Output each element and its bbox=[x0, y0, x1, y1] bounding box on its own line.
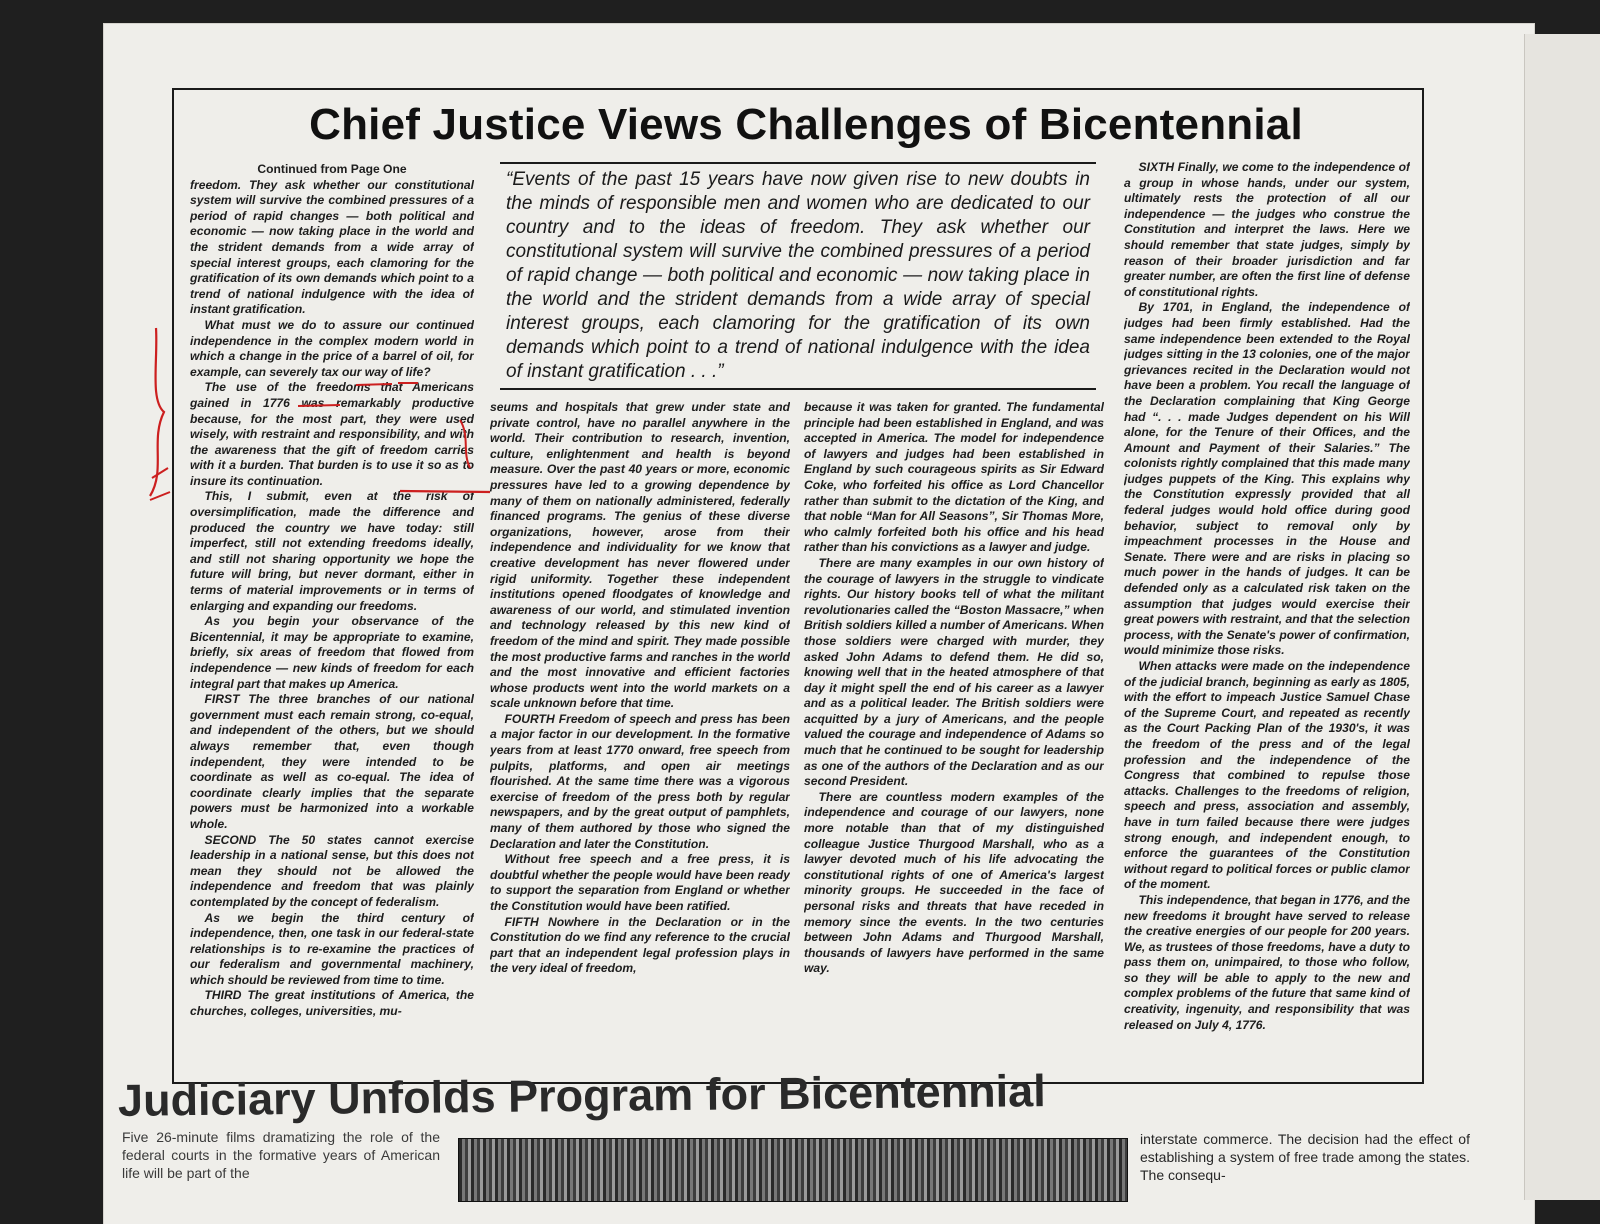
article-headline: Chief Justice Views Challenges of Bicentennial bbox=[309, 100, 1303, 149]
next-article-right-text: interstate commerce. The decision had the effect of establishing a system of free trade among the states. The consequ- bbox=[1140, 1131, 1470, 1183]
paragraph: Without free speech and a free press, it is doubtful whether the people would have been ready to support the separation from England or whether the Constitution would have been ratified. bbox=[490, 852, 790, 913]
paragraph: THIRD The great institutions of America, the churches, colleges, universities, mu- bbox=[190, 988, 474, 1019]
paragraph: As you begin your observance of the Bicentennial, it may be appropriate to examine, briefly, six areas of freedom that flowed from independence — new kinds of freedom for each integral part that makes up America. bbox=[190, 614, 474, 691]
underline-mark bbox=[400, 491, 490, 492]
paragraph: freedom. They ask whether our constitutional system will survive the combined pressures of a period of rapid changes — both political and economic — now taking place in the world and the strident demands from a wide array of special interest groups, each clamoring for the gratification of its own demands which point to a trend of national indulgence with the idea of instant gratification. bbox=[190, 177, 474, 317]
underline-mark bbox=[298, 405, 340, 406]
paragraph: When attacks were made on the independence of the judicial branch, beginning as early as 1805, with the effort to impeach Justice Samuel Chase of the Supreme Court, and repeated as recently as the Court Packing Plan of the 1930's, it was the freedom of the press and of the legal profession and the independence of the Congress that combined to repulse those attacks. Challenges to the freedoms of religion, speech and press, association and assembly, have in turn failed because there were judges strong enough, and independent enough, to enforce the guarantees of the Constitution without regard to political forces or public clamor of the moment. bbox=[1124, 659, 1410, 892]
paragraph: because it was taken for granted. The fundamental principle had been established in England, and was accepted in America. The model for independence of lawyers and judges had been established in England by such courageous spirits as Sir Edward Coke, who forfeited his office as Lord Chancellor rather than submit to the dictation of the King, and that noble “Man for All Seasons”, Sir Thomas More, who calmly forfeited both his office and his head rather than his convictions as a lawyer and judge. bbox=[804, 400, 1104, 555]
next-article-left-text: Five 26-minute films dramatizing the role of the federal courts in the formative years of American life will be part of the bbox=[122, 1129, 440, 1181]
paragraph: This, I submit, even at the risk of oversimplification, made the difference and produced the country we have today: still imperfect, still not extending freedoms ideally, and still not sharing opportunity we hope the future will bring, but never dormant, either in terms of material improvements or in terms of enlarging and expanding our freedoms. bbox=[190, 489, 474, 613]
paragraph: FOURTH Freedom of speech and press has been a major factor in our development. In the formative years from at least 1770 onward, free speech from pulpits, platforms, and open air meetings flourished. At the same time there was a vigorous exercise of freedom of the press both by regular newspapers, and by the great output of pamphlets, many of them authored by those who signed the Declaration and later the Constitution. bbox=[490, 711, 790, 851]
next-article-photo bbox=[458, 1138, 1128, 1202]
paragraph: SECOND The 50 states cannot exercise leadership in a national sense, but this does not mean they should not be allowed the independence and freedom that was plainly contemplated by the concept of federalism. bbox=[190, 832, 474, 909]
paragraph: There are many examples in our own history of the courage of lawyers in the struggle to vindicate rights. Our history books tell of what the militant revolutionaries called the “Boston Massacre,” when British soldiers killed a number of Americans. When those soldiers were charged with murder, they asked John Adams to defend them. He did so, knowing well that in the heated atmosphere of that day it might spell the end of his career as a lawyer and as a political leader. The British soldiers were acquitted by a jury of Americans, and the people valued the courage and independence of Adams so much that he continued to be sought for leadership as one of the authors of the Declaration and as our second President. bbox=[804, 555, 1104, 789]
pull-quote: “Events of the past 15 years have now given rise to new doubts in the minds of responsible men and women who are dedicated to our country and to the ideas of freedom. They ask whether our constitutional system will survive the combined pressures of a period of rapid change — both political and economic — now taking place in the world and the strident demands from a wide array of special interest groups, each clamoring for the gratification of its own demands which point to a trend of national indulgence with the idea of instant gratification . . .” bbox=[500, 162, 1096, 390]
paragraph: FIRST The three branches of our national government must each remain strong, co-equal, and independent of the others, but we should always remember that, even though independent, they were intended to be coordinate as well as co-equal. The idea of coordinate clearly implies that the separate powers must be harmonized into a workable whole. bbox=[190, 692, 474, 831]
paragraph: FIFTH Nowhere in the Declaration or in the Constitution do we find any reference to the crucial part that an independent legal profession plays in the very ideal of freedom, bbox=[490, 914, 790, 976]
paragraph: There are countless modern examples of the independence and courage of our lawyers, none more notable than that of my distinguished colleague Justice Thurgood Marshall, who as a lawyer devoted much of his life advocating the constitutional rights of one of America's largest minority groups. He succeeded in the face of personal risks and threats that have receded in memory since the events. In the two centuries between John Adams and Thurgood Marshall, thousands of lawyers have performed in the same way. bbox=[804, 789, 1104, 976]
margin-tick-mark bbox=[150, 468, 170, 500]
paragraph: By 1701, in England, the independence of judges had been firmly established. Had the same independence been extended to the Royal judges sitting in the 13 colonies, one of the major grievances recited in the Declaration would not have been a problem. You recall the language of the Declaration complaining that King George had “. . . made Judges dependent on his Will alone, for the Tenure of their Offices, and the Amount and Payment of their Salaries.” The colonists rightly complained that this made many judges puppets of the King. This explains why the Constitution expressly provided that all federal judges would hold office during good behavior, subject to removal only by impeachment processes in the House and Senate. There were and are risks in placing so much power in the hands of judges. It can be defended only as a calculated risk taken on the assumption that judges would exercise their great powers with restraint, and that the selection process, with the Senate's power of confirmation, would minimize those risks. bbox=[1124, 300, 1410, 658]
next-article-headline: Judiciary Unfolds Program for Bicentennial bbox=[117, 1065, 1046, 1126]
paragraph: seums and hospitals that grew under state and private control, have no parallel anywhere in the world. Their contribution to research, invention, culture, enlightenment and health is beyond measure. Over the past 40 years or more, economic pressures have led to a growing dependence by many of them on nationally administered, federally financed programs. The genius of these diverse organizations, however, arose from their independence and individuality for we know that creative development has never flowered under rigid uniformity. Together these independent institutions opened floodgates of knowledge and awareness of our world, and stimulated invention and technology released by this new kind of freedom of the mind and spirit. They made possible the most productive farms and ranches in the world and the most innovative and efficient factories whose products went into the world markets on a scale unknown before that time. bbox=[490, 400, 790, 711]
paragraph: What must we do to assure our continued independence in the complex modern world in which a change in the price of a barrel of oil, for example, can severely tax our way of life? bbox=[190, 317, 474, 379]
paragraph: SIXTH Finally, we come to the independence of a group in whose hands, under our system, ultimately rests the protection of all our independence — the judges who construe the Constitution and interpret the laws. Here we should remember that state judges, simply by reason of their broader jurisdiction and far greater number, are often the first line of defense of constitutional rights. bbox=[1124, 160, 1410, 299]
paragraph: This independence, that began in 1776, and the new freedoms it brought have served to release the creative energies of our people for 200 years. We, as trustees of those freedoms, have a duty to pass them on, unimpaired, to those who follow, so they will be able to apply to the new and complex problems of the future that same kind of creativity, ingenuity, and responsibility that was released on July 4, 1776. bbox=[1124, 892, 1410, 1032]
paragraph: As we begin the third century of independence, then, one task in our federal-state relationships is to re-examine the practices of our federalism and governmental machinery, which should be reviewed from time to time. bbox=[190, 910, 474, 987]
paragraph: The use of the freedoms that Americans gained in 1776 was remarkably productive because, for the most part, they were used wisely, with restraint and responsibility, and with the awareness that the gift of freedom carries with it a burden. That burden is to use it so as to insure its continuation. bbox=[190, 380, 474, 488]
underline-mark bbox=[356, 384, 392, 385]
bracket-mark bbox=[460, 420, 470, 468]
continued-note: Continued from Page One bbox=[257, 162, 407, 176]
